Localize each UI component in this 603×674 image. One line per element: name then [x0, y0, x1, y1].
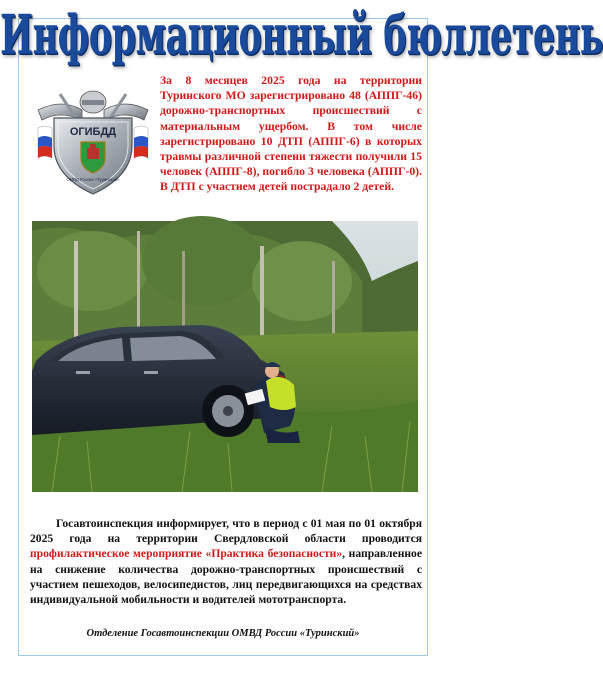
- signature: Отделение Госавтоинспекции ОМВД России «Туринский»: [86, 628, 360, 639]
- emblem-caption: ОМВД России «Туринский»: [66, 177, 120, 182]
- lead-paragraph: [30, 73, 422, 195]
- emblem-abbreviation: ОГИБДД: [69, 126, 117, 138]
- event-name: профилактическое мероприятие «Практика безопасности»: [30, 547, 343, 561]
- accident-scene-photo: [32, 221, 418, 492]
- bulletin-title: Информационный бюллетень: [0, 4, 603, 68]
- info-paragraph: [30, 516, 422, 607]
- info-intro: Госавтоинспекция информирует, что в период с 01 мая по 01 октября 2025 года на территории Свердловской области проводится: [30, 517, 422, 546]
- lead-text: За 8 месяцев 2025 года на территории Туринского МО зарегистрировано 48 (АППГ-46) дорожно-транспортных происшествий с материальным ущербом. В том числе зарегистрировано 10 ДТП (АППГ-6) в которых травмы различной степени тяжести получили 15 человек (АППГ-8), погибло 3 человека (АППГ-0). В ДТП с участием детей пострадало 2 детей.: [160, 74, 422, 194]
- info-rest: , направленное на снижение количества дорожно-транспортных происшествий с участием пешеходов, велосипедистов, лиц передвигающихся на средствах индивидуальной мобильности и водителей мототранспорта.: [30, 547, 422, 607]
